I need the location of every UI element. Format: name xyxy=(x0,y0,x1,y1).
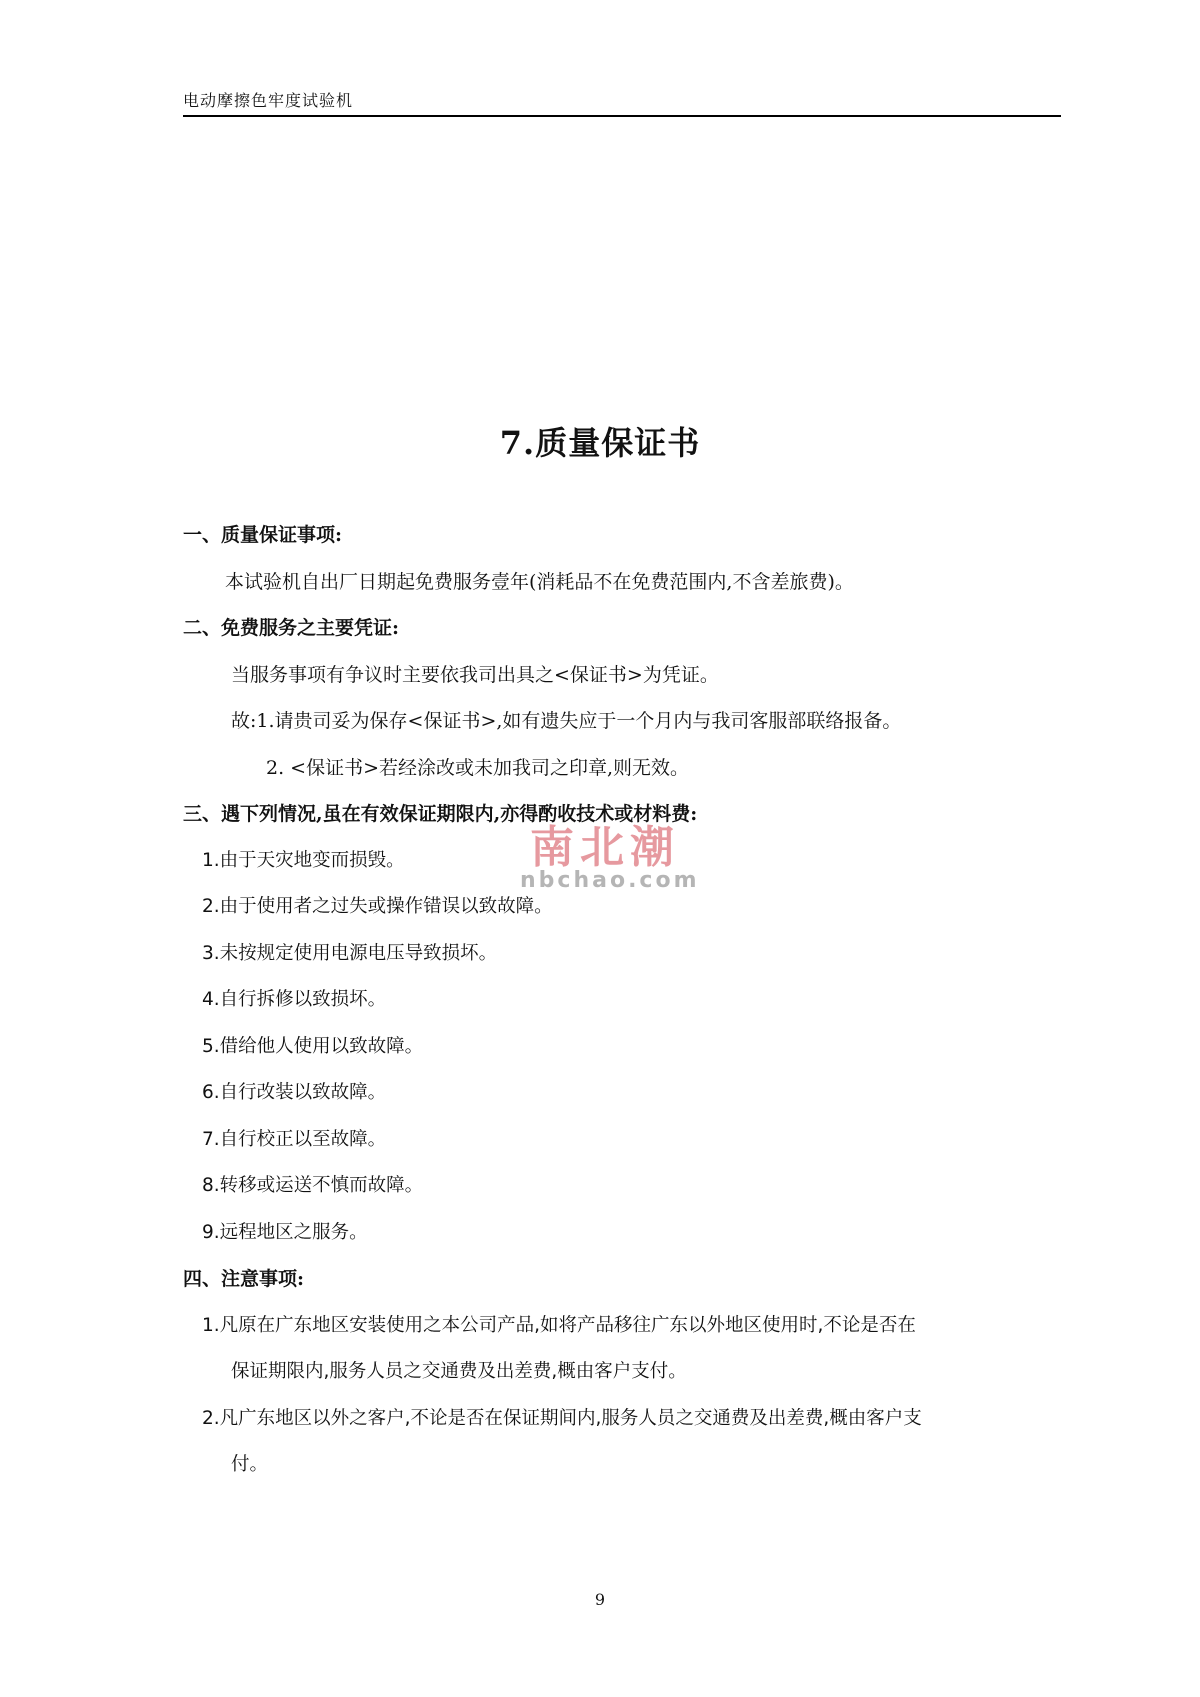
section-3-item-4: 4.自行拆修以致损坏。 xyxy=(202,989,387,1010)
section-heading-2: 二、免费服务之主要凭证: xyxy=(183,617,400,639)
section-2-line-2: 故:1.请贵司妥为保存<保证书>,如有遗失应于一个月内与我司客服部联络报备。 xyxy=(231,710,902,732)
watermark xyxy=(520,822,700,893)
section-1-line-1: 本试验机自出厂日期起免费服务壹年(消耗品不在免费范围内,不含差旅费)。 xyxy=(225,571,854,593)
section-heading-4: 四、注意事项: xyxy=(183,1268,305,1290)
running-header: 电动摩擦色牢度试验机 xyxy=(183,91,354,110)
section-2-line-3: 2. <保证书>若经涂改或未加我司之印章,则无效。 xyxy=(266,757,690,779)
section-3-item-8: 8.转移或运送不慎而故障。 xyxy=(202,1175,424,1196)
section-2-line-1: 当服务事项有争议时主要依我司出具之<保证书>为凭证。 xyxy=(231,664,719,686)
header-rule xyxy=(183,115,1061,117)
section-3-item-9: 9.远程地区之服务。 xyxy=(202,1222,368,1243)
section-3-item-7: 7.自行校正以至故障。 xyxy=(202,1129,387,1150)
section-4-item-1: 1.凡原在广东地区安装使用之本公司产品,如将产品移往广东以外地区使用时,不论是否在 xyxy=(202,1315,916,1336)
section-3-item-1: 1.由于天灾地变而损毁。 xyxy=(202,850,405,871)
section-3-item-6: 6.自行改装以致故障。 xyxy=(202,1082,387,1103)
section-4-item-2-cont: 付。 xyxy=(231,1454,269,1475)
page-number: 9 xyxy=(594,1590,606,1609)
section-3-item-2: 2.由于使用者之过失或操作错误以致故障。 xyxy=(202,896,553,917)
watermark-chinese: 南北潮 xyxy=(530,822,680,873)
section-heading-3: 三、遇下列情况,虽在有效保证期限内,亦得酌收技术或材料费: xyxy=(183,803,698,825)
watermark-domain: nbchao.com xyxy=(520,868,700,893)
section-3-item-3: 3.未按规定使用电源电压导致损坏。 xyxy=(202,943,498,964)
section-4-item-2: 2.凡广东地区以外之客户,不论是否在保证期间内,服务人员之交通费及出差费,概由客户支 xyxy=(202,1408,922,1429)
section-4-item-1-cont: 保证期限内,服务人员之交通费及出差费,概由客户支付。 xyxy=(231,1361,687,1382)
section-3-item-5: 5.借给他人使用以致故障。 xyxy=(202,1036,424,1057)
document-title: 7.质量保证书 xyxy=(499,424,701,462)
section-heading-1: 一、质量保证事项: xyxy=(183,524,343,546)
